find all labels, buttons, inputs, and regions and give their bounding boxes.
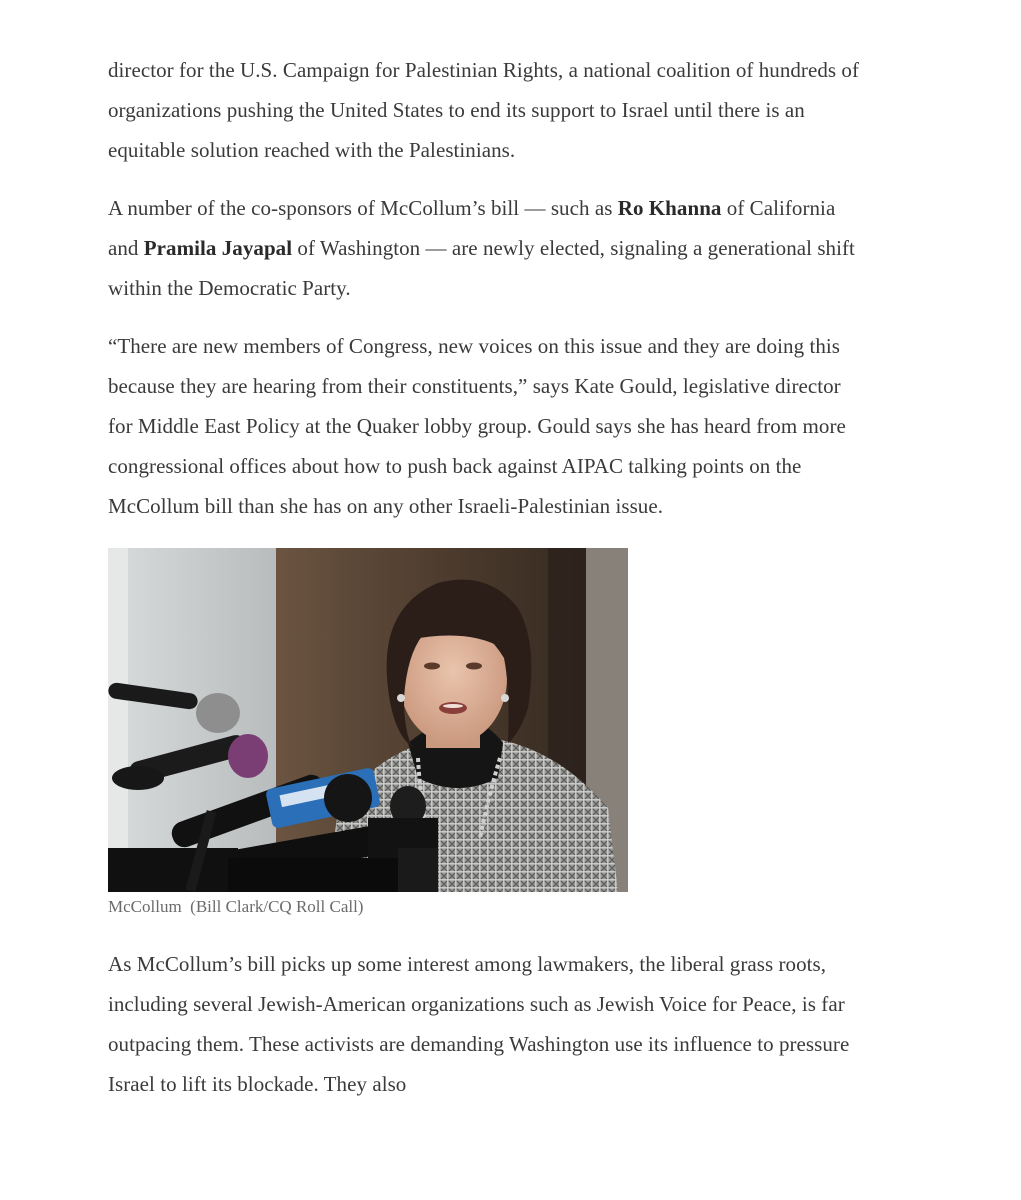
paragraph-2 xyxy=(108,188,868,308)
paragraph-2-text-b: of California and xyxy=(108,196,836,260)
person-name-pramila-jayapal: Pramila Jayapal xyxy=(143,236,293,260)
paragraph-3: “There are new members of Congress, new voices on this issue and they are doing this because they are hearing from their constituents,” says Kate Gould, legislative director for Middle East Policy at the Quaker lobby group. Gould says she has heard from more congressional offices about how to push back against AIPAC talking points on the McCollum bill than she has on any other Israeli-Palestinian issue. xyxy=(108,334,846,518)
paragraph-2-text-c: of Washington — are newly elected, signaling a generational shift within the Democratic Party. xyxy=(108,236,855,300)
paragraph-1: director for the U.S. Campaign for Palestinian Rights, a national coalition of hundreds of organizations pushing the United States to end its support to Israel until there is an equitable solution reached with the Palestinians. xyxy=(108,58,860,162)
photo-illustration xyxy=(108,548,628,892)
article-figure xyxy=(108,548,868,918)
article-body xyxy=(108,50,868,1122)
paragraph-2-text-a: A number of the co-sponsors of McCollum’s bill — such as xyxy=(108,196,618,220)
person-name-ro-khanna: Ro Khanna xyxy=(617,196,722,220)
photo-mccollum xyxy=(108,548,628,892)
photo-caption: McCollum (Bill Clark/CQ Roll Call) xyxy=(108,897,364,916)
paragraph-4: As McCollum’s bill picks up some interest among lawmakers, the liberal grass roots, including several Jewish-American organizations such as Jewish Voice for Peace, is far outpacing them. These activists are demanding Washington use its influence to pressure Israel to lift its blockade. They also xyxy=(108,952,850,1096)
